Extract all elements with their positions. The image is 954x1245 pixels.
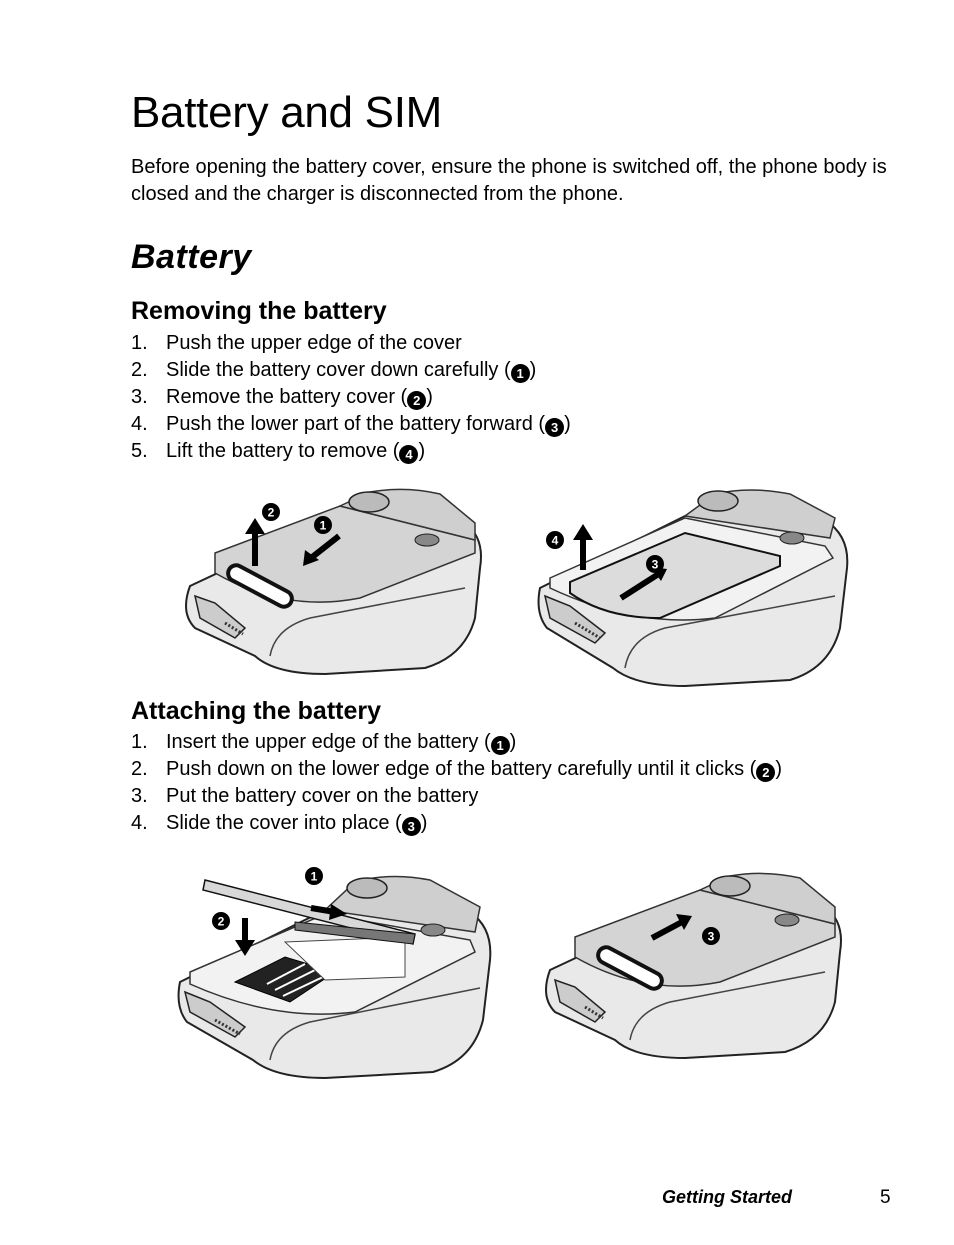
intro-paragraph: Before opening the battery cover, ensure the phone is switched off, the phone body is closed and the charger is disconnected from the phone. [131, 156, 887, 205]
step-text: Slide the cover into place ( [166, 812, 402, 834]
step-marker-badge: 1 [491, 736, 510, 755]
step-text: Push the upper edge of the cover [166, 332, 462, 354]
page-title: Battery and SIM [131, 88, 442, 137]
illustration-marker: 4 [551, 533, 559, 548]
removing-steps-list [131, 330, 571, 465]
removing-heading: Removing the battery [131, 297, 387, 325]
step-number: 4. [131, 413, 148, 435]
step-marker-badge: 3 [402, 817, 421, 836]
step-marker-badge: 3 [545, 418, 564, 437]
step-number: 2. [131, 758, 148, 780]
step-marker-badge: 4 [399, 445, 418, 464]
step-text: Put the battery cover on the battery [166, 785, 479, 807]
step-number: 3. [131, 785, 148, 807]
insert-battery-illustration [175, 862, 495, 1080]
step-close: ) [509, 731, 517, 753]
step-close: ) [775, 758, 782, 780]
illustration-marker: 1 [310, 869, 318, 884]
list-item [131, 330, 571, 357]
replace-cover-illustration [540, 862, 850, 1062]
step-number: 1. [131, 731, 148, 753]
step-marker-badge: 2 [756, 763, 775, 782]
step-number: 3. [131, 386, 148, 408]
remove-battery-illustration [535, 478, 855, 688]
step-marker-badge: 2 [407, 391, 426, 410]
list-item [131, 411, 571, 438]
section-title: Battery [131, 238, 252, 276]
illustration-marker: 2 [217, 914, 225, 929]
step-number: 4. [131, 812, 148, 834]
step-number: 5. [131, 440, 148, 462]
step-close: ) [529, 359, 537, 381]
list-item [131, 357, 571, 384]
step-close: ) [426, 386, 433, 408]
step-close: ) [564, 413, 571, 435]
illustration-marker: 3 [651, 557, 659, 572]
step-text: Insert the upper edge of the battery ( [166, 731, 491, 753]
step-text: Push down on the lower edge of the battery carefully until it clicks ( [166, 758, 757, 780]
list-item [131, 810, 782, 837]
list-item [131, 438, 571, 465]
illustration-marker: 2 [267, 505, 275, 520]
step-text: Slide the battery cover down carefully ( [166, 359, 511, 381]
attaching-heading: Attaching the battery [131, 697, 382, 725]
step-text: Lift the battery to remove ( [166, 440, 400, 462]
remove-cover-illustration [175, 478, 485, 678]
step-close: ) [418, 440, 426, 462]
illustration-marker: 3 [707, 929, 715, 944]
step-text: Push the lower part of the battery forward ( [166, 413, 546, 435]
step-text: Remove the battery cover ( [166, 386, 408, 408]
step-close: ) [420, 812, 428, 834]
step-marker-badge: 1 [511, 364, 530, 383]
attaching-steps-list [131, 729, 782, 837]
list-item [131, 783, 782, 810]
step-number: 2. [131, 359, 148, 381]
footer-section-label: Getting Started [662, 1187, 793, 1207]
step-number: 1. [131, 332, 148, 354]
illustration-marker: 1 [319, 518, 327, 533]
list-item [131, 729, 782, 756]
page-number: 5 [880, 1187, 891, 1208]
list-item [131, 384, 571, 411]
list-item [131, 756, 782, 783]
